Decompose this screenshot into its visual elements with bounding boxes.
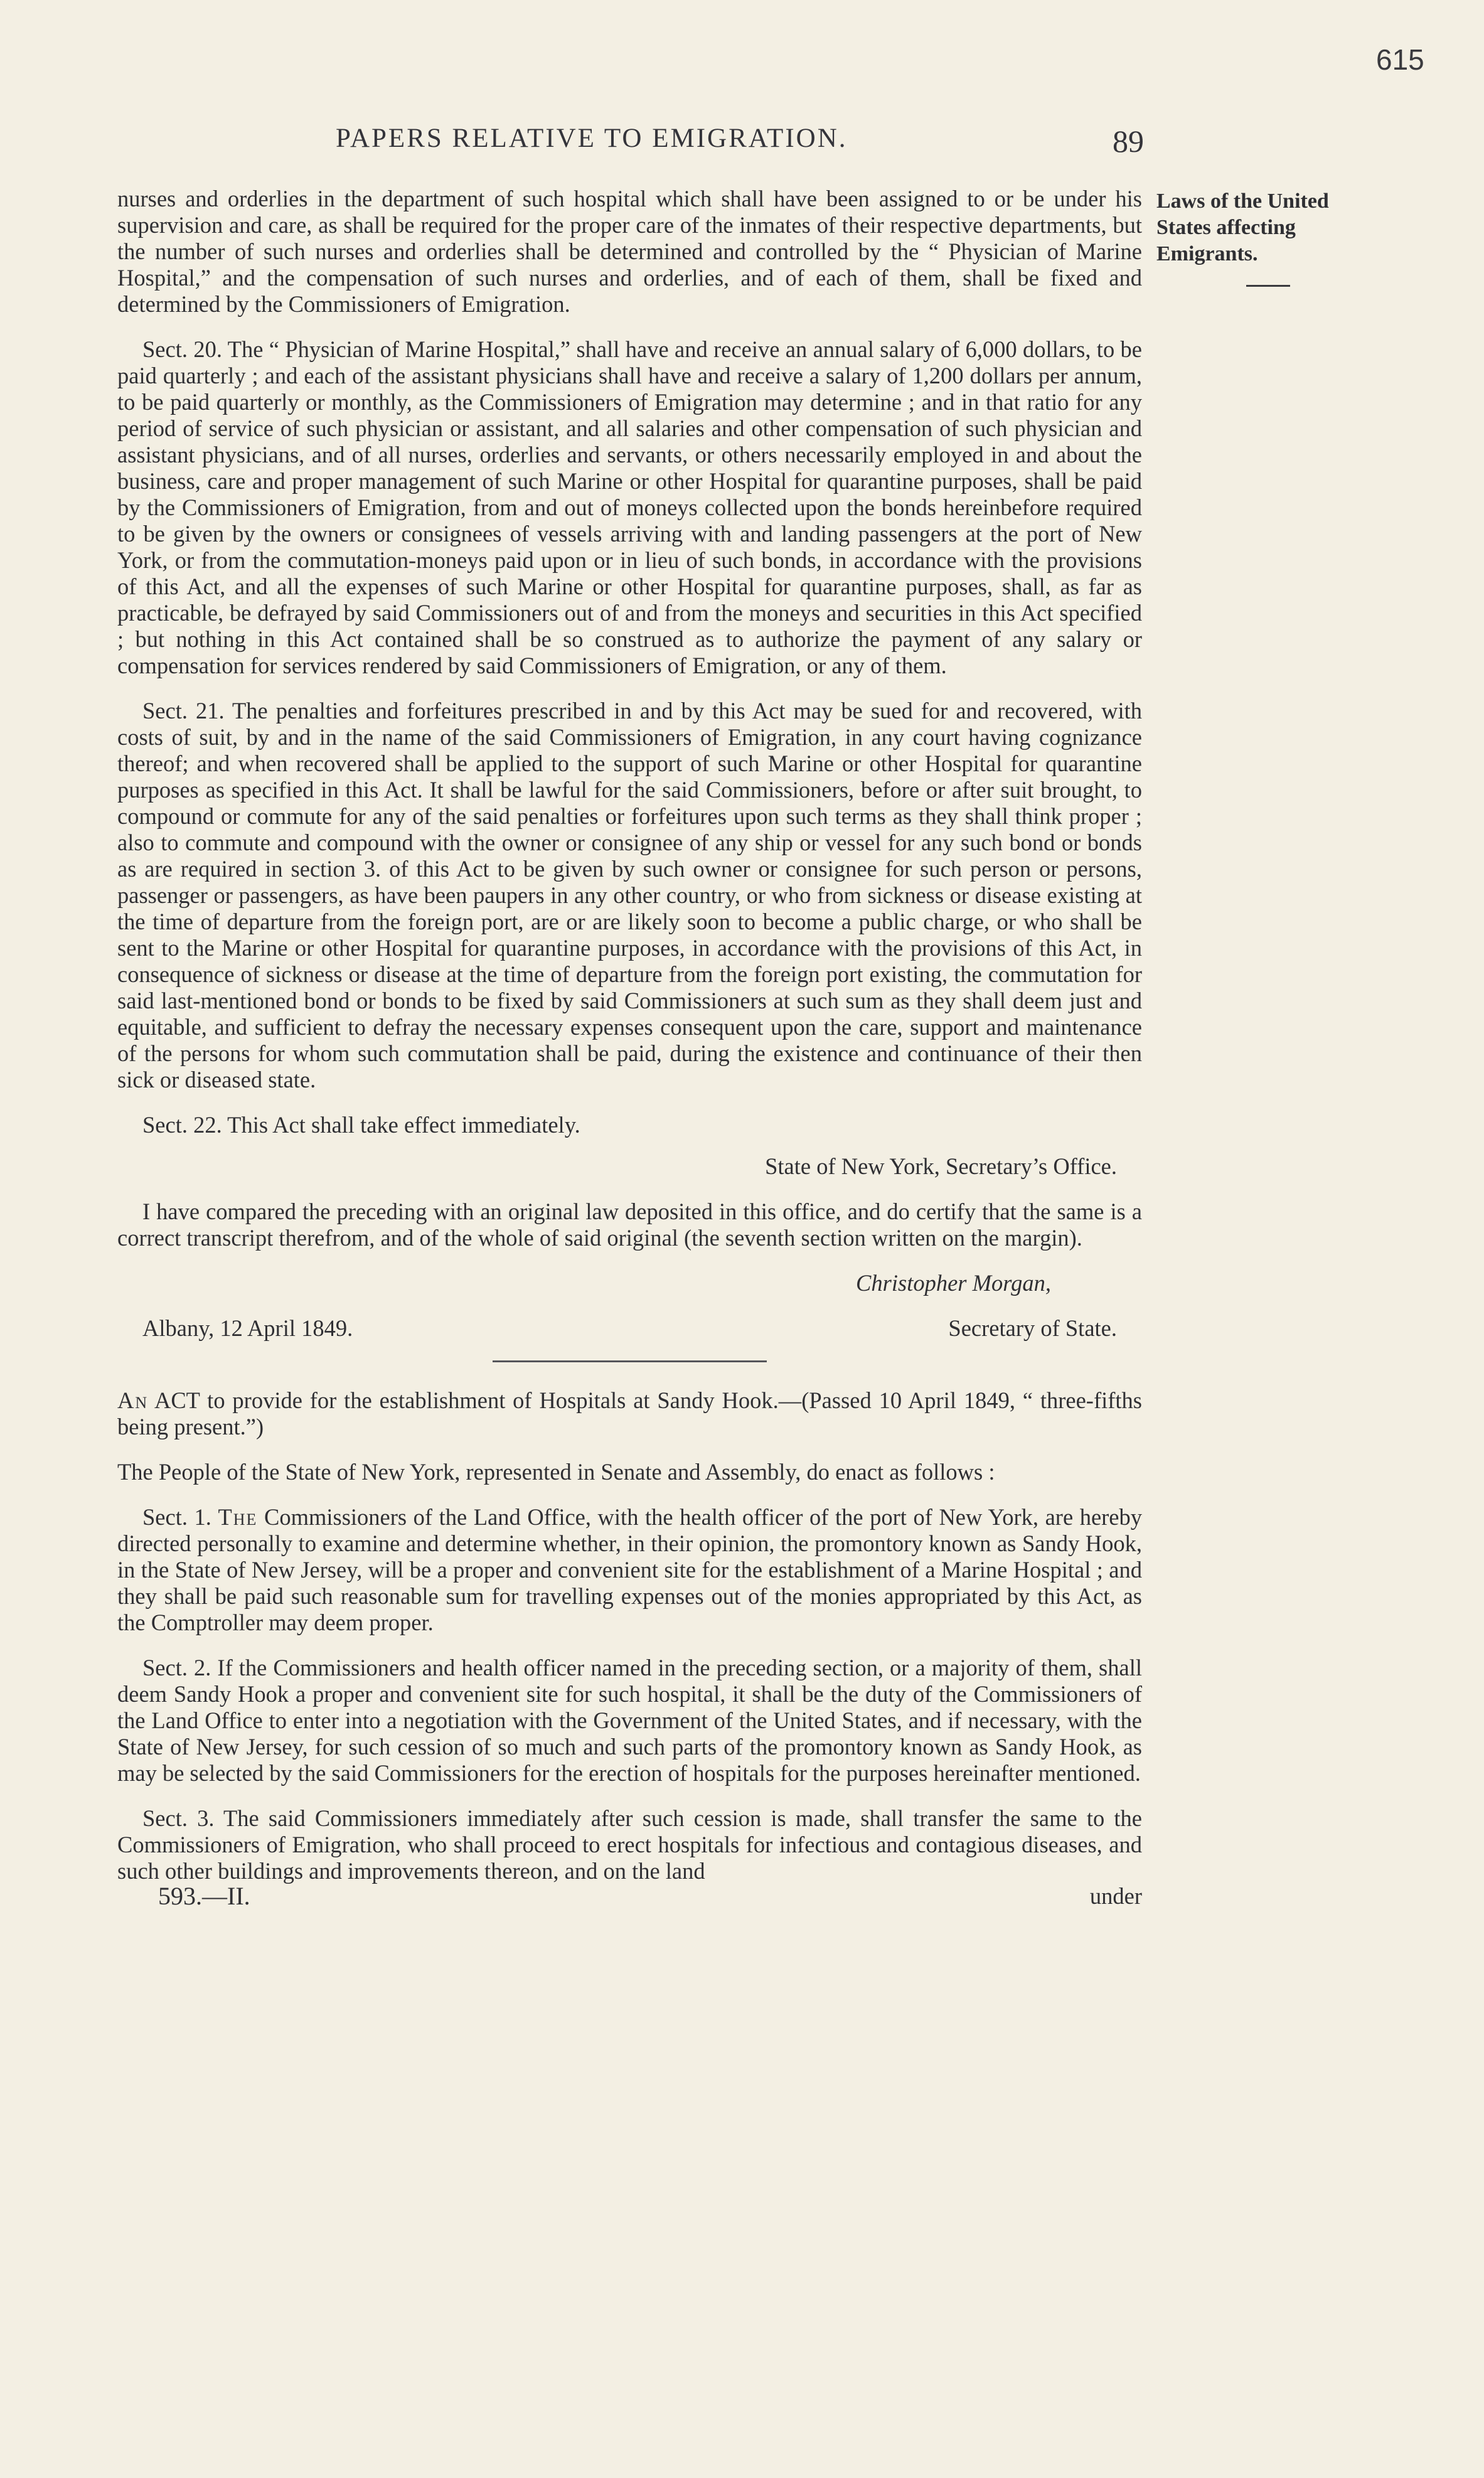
certificate-office: State of New York, Secretary’s Office. [765, 1153, 1117, 1179]
running-head: PAPERS RELATIVE TO EMIGRATION. [336, 124, 848, 153]
body-text [117, 186, 1142, 1909]
margin-note-rule [1246, 285, 1290, 287]
folio: 89 [1113, 124, 1144, 159]
paragraph-continued: nurses and orderlies in the department of such hospital which shall have been assigned to or be under his supervision and care, as shall be required for the proper care of the inmates of their respective departments, but the number of such nurses and orderlies shall be determined and controlled by the “ Physician of Marine Hospital,” and the compensation of such nurses and orderlies, and of each of them, shall be fixed and determined by the Commissioners of Emigration. [117, 186, 1142, 317]
paragraph-sect-21: Sect. 21. The penalties and forfeitures prescribed in and by this Act may be sued for and recovered, with costs of suit, by and in the name of the said Commissioners of Emigration, in any court having cognizance thereof; and when recovered shall be applied to the support of such Marine or other Hospital for quarantine purposes as specified in this Act. It shall be lawful for the said Commissioners, before or after suit brought, to compound or commute for any of the said penalties or forfeitures upon such terms as they shall think proper ; also to commute and compound with the owner or consignee of any ship or vessel for any such bond or bonds as are required in section 3. of this Act to be given by such owner or consignee for such person or persons, passenger or passengers, as have been paupers in any other country, or who from sickness or disease existing at the time of departure from the foreign port, are or are likely soon to become a public charge, or who shall be sent to the Marine or other Hospital for quarantine purposes, in accordance with the provisions of this Act, in consequence of sickness or disease at the time of departure from the foreign port existing, the commutation for said last-mentioned bond or bonds to be fixed by said Commissioners at such sum as they shall deem just and equitable, and sufficient to defray the necessary expenses consequent upon the care, support and maintenance of the persons for whom such commutation shall be paid, during the existence and continuance of their then sick or diseased state. [117, 698, 1142, 1092]
certificate-signer-title: Secretary of State. [948, 1315, 1117, 1341]
act-title-text: ACT to provide for the establishment of Hospitals at Sandy Hook.—(Passed 10 April 1849, “ three-fifths being present.”) [117, 1387, 1142, 1439]
act-sect-3: Sect. 3. The said Commissioners immediately after such cession is made, shall transfer the same to the Commissioners of Emigration, who shall proceed to erect hospitals for infectious and contagious diseases, and such other buildings and improvements thereon, and on the land [117, 1805, 1142, 1884]
paragraph-sect-20: Sect. 20. The “ Physician of Marine Hospital,” shall have and receive an annual salary of 6,000 dollars, to be paid quarterly ; and each of the assistant physicians shall have and receive a salary of 1,200 dollars per annum, to be paid quarterly or monthly, as the Commissioners of Emigration may determine ; and in that ratio for any period of service of such physician or assistant, and all salaries and other compensation of such physician and assistant physicians, and of all nurses, orderlies and servants, or others necessarily employed in and about the business, care and proper management of such Marine or other Hospital for quarantine purposes, shall be paid by the Commissioners of Emigration, from and out of moneys collected upon the bonds hereinbefore required to be given by the owners or consignees of vessels arriving with and landing passengers at the port of New York, or from the commutation-moneys paid upon or in lieu of such bonds, in accordance with the provisions of this Act, and all the expenses of such Marine or other Hospital for quarantine purposes, shall, as far as practicable, be defrayed by said Commissioners out of and from the moneys and securities in this Act specified ; but nothing in this Act contained shall be so construed as to authorize the payment of any salary or compensation for services rendered by said Commissioners of Emigration, or any of them. [117, 336, 1142, 678]
certificate-footer [117, 1315, 1142, 1342]
certificate [117, 1153, 1142, 1342]
page-footer [117, 1883, 1142, 1909]
margin-note-line: Laws of the United [1156, 190, 1329, 213]
enacting-clause: The People of the State of New York, represented in Senate and Assembly, do enact as follows : [117, 1459, 995, 1485]
act-sect-1-text: Commissioners of the Land Office, with the health officer of the port of New York, are hereby directed personally to examine and determine whether, in their opinion, the promontory known as Sandy Hook, in the State of New Jersey, will be a proper and convenient site for the establishment of a Marine Hospital ; and they shall be paid such reasonable sum for travelling expenses out of the monies appropriated by this Act, as the Comptroller may deem proper. [117, 1504, 1143, 1635]
act-sect-1-cap: The [218, 1504, 258, 1530]
paragraph-sect-22: Sect. 22. This Act shall take effect immediately. [142, 1112, 580, 1138]
certificate-body: I have compared the preceding with an original law deposited in this office, and do certify that the same is a correct transcript therefrom, and of the whole of said original (the seventh section written on the margin). [117, 1199, 1142, 1251]
certificate-place-date: Albany, 12 April 1849. [142, 1315, 353, 1341]
signature-mark: 593.—II. [158, 1882, 250, 1910]
certificate-signer: Christopher Morgan, [856, 1270, 1051, 1296]
act-title [117, 1387, 1142, 1440]
catchword: under [1089, 1883, 1142, 1909]
section-divider [493, 1360, 767, 1362]
margin-note-line: Emigrants. [1156, 242, 1258, 265]
act-title-prefix: An [117, 1387, 149, 1413]
act-sect-1 [117, 1504, 1142, 1636]
margin-note [1156, 188, 1364, 287]
act-sect-2: Sect. 2. If the Commissioners and health officer named in the preceding section, or a majority of them, shall deem Sandy Hook a proper and convenient site for such hospital, it shall be the duty of the Commissioners of the Land Office to enter into a negotiation with the Government of the United States, and if necessary, with the State of New Jersey, for such cession of so much and such parts of the promontory known as Sandy Hook, as may be selected by the said Commissioners for the erection of hospitals for the purposes hereinafter mentioned. [117, 1655, 1142, 1786]
act-sect-1-label: Sect. 1. [142, 1504, 211, 1530]
margin-note-line: States affecting [1156, 216, 1296, 239]
page-number-top: 615 [1376, 43, 1424, 76]
